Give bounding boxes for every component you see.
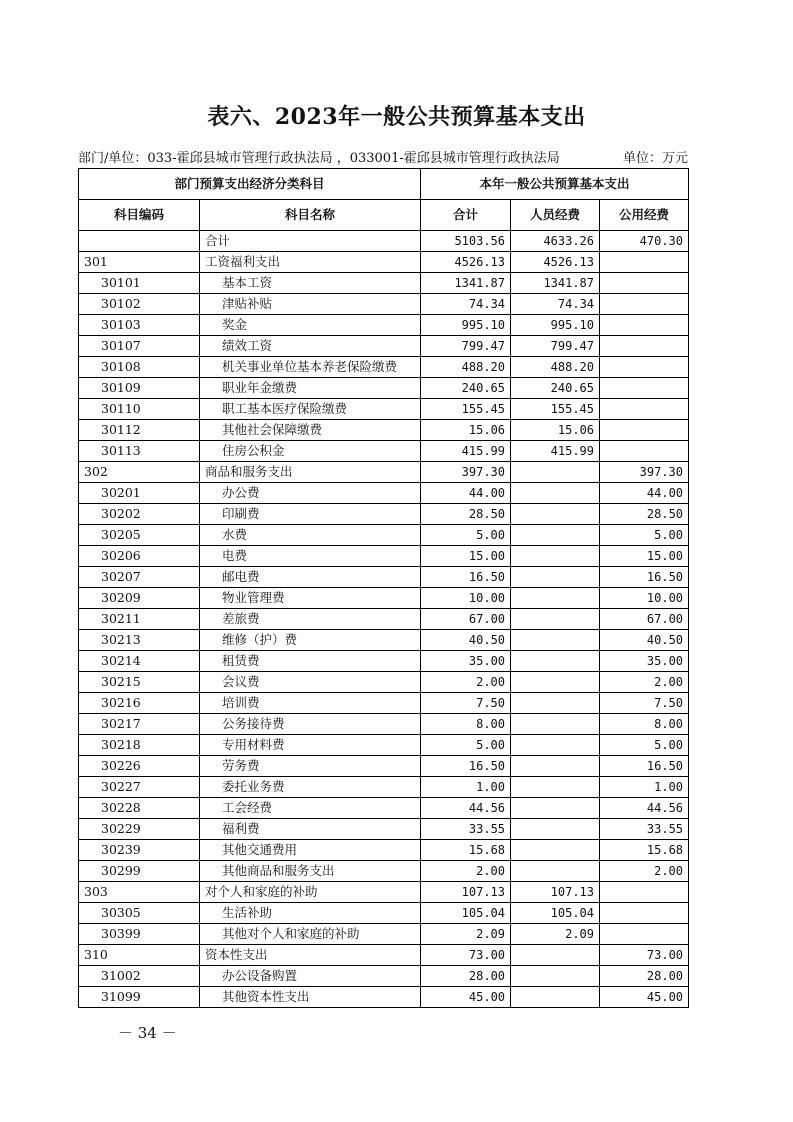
cell-name: 办公费 <box>200 483 421 504</box>
cell-code: 30229 <box>79 819 200 840</box>
cell-public <box>600 273 689 294</box>
cell-personnel <box>511 651 600 672</box>
table-row <box>79 651 689 672</box>
cell-total: 105.04 <box>421 903 511 924</box>
cell-personnel <box>511 987 600 1008</box>
cell-personnel <box>511 945 600 966</box>
table-row <box>79 504 689 525</box>
cell-personnel <box>511 525 600 546</box>
cell-total: 2.00 <box>421 672 511 693</box>
cell-code: 30239 <box>79 840 200 861</box>
cell-code: 30217 <box>79 714 200 735</box>
cell-personnel <box>511 735 600 756</box>
cell-code: 310 <box>79 945 200 966</box>
cell-total: 5.00 <box>421 735 511 756</box>
cell-total: 107.13 <box>421 882 511 903</box>
cell-code: 30226 <box>79 756 200 777</box>
table-row <box>79 294 689 315</box>
cell-name: 津贴补贴 <box>200 294 421 315</box>
cell-public <box>600 336 689 357</box>
cell-personnel: 105.04 <box>511 903 600 924</box>
cell-public: 40.50 <box>600 630 689 651</box>
cell-total: 15.00 <box>421 546 511 567</box>
cell-total: 67.00 <box>421 609 511 630</box>
cell-public <box>600 399 689 420</box>
cell-total: 45.00 <box>421 987 511 1008</box>
cell-total: 16.50 <box>421 756 511 777</box>
cell-name: 维修（护）费 <box>200 630 421 651</box>
cell-name: 劳务费 <box>200 756 421 777</box>
unit-label: 单位：万元 <box>622 151 688 166</box>
cell-name: 物业管理费 <box>200 588 421 609</box>
cell-name: 机关事业单位基本养老保险缴费 <box>200 357 421 378</box>
cell-code: 30216 <box>79 693 200 714</box>
cell-personnel: 240.65 <box>511 378 600 399</box>
cell-code: 30109 <box>79 378 200 399</box>
cell-public: 35.00 <box>600 651 689 672</box>
cell-code: 30108 <box>79 357 200 378</box>
cell-code: 30101 <box>79 273 200 294</box>
cell-name: 合计 <box>200 231 421 252</box>
cell-total: 415.99 <box>421 441 511 462</box>
cell-name: 差旅费 <box>200 609 421 630</box>
cell-code: 31099 <box>79 987 200 1008</box>
header-public: 公用经费 <box>600 200 689 231</box>
cell-name: 专用材料费 <box>200 735 421 756</box>
cell-total: 40.50 <box>421 630 511 651</box>
cell-code: 30305 <box>79 903 200 924</box>
cell-public <box>600 378 689 399</box>
header-group-row <box>79 169 689 200</box>
table-row <box>79 714 689 735</box>
cell-code: 30110 <box>79 399 200 420</box>
table-row <box>79 777 689 798</box>
cell-personnel: 4526.13 <box>511 252 600 273</box>
cell-name: 工会经费 <box>200 798 421 819</box>
table-row <box>79 630 689 651</box>
cell-personnel <box>511 504 600 525</box>
table-row <box>79 357 689 378</box>
cell-total: 73.00 <box>421 945 511 966</box>
cell-total: 28.50 <box>421 504 511 525</box>
cell-name: 生活补助 <box>200 903 421 924</box>
cell-total: 1341.87 <box>421 273 511 294</box>
cell-name: 其他社会保障缴费 <box>200 420 421 441</box>
cell-personnel: 1341.87 <box>511 273 600 294</box>
cell-total: 2.00 <box>421 861 511 882</box>
table-row <box>79 882 689 903</box>
cell-name: 职业年金缴费 <box>200 378 421 399</box>
cell-total: 488.20 <box>421 357 511 378</box>
cell-personnel <box>511 546 600 567</box>
cell-total: 33.55 <box>421 819 511 840</box>
cell-total: 4526.13 <box>421 252 511 273</box>
table-row <box>79 378 689 399</box>
cell-name: 资本性支出 <box>200 945 421 966</box>
cell-total: 1.00 <box>421 777 511 798</box>
cell-code: 30207 <box>79 567 200 588</box>
cell-public: 33.55 <box>600 819 689 840</box>
cell-public: 73.00 <box>600 945 689 966</box>
cell-personnel: 15.06 <box>511 420 600 441</box>
cell-code: 30209 <box>79 588 200 609</box>
cell-code: 30211 <box>79 609 200 630</box>
table-row <box>79 966 689 987</box>
table-row <box>79 483 689 504</box>
cell-name: 其他资本性支出 <box>200 987 421 1008</box>
cell-total: 44.00 <box>421 483 511 504</box>
table-row <box>79 987 689 1008</box>
header-code: 科目编码 <box>79 200 200 231</box>
table-row <box>79 798 689 819</box>
cell-total: 5103.56 <box>421 231 511 252</box>
cell-name: 奖金 <box>200 315 421 336</box>
cell-public <box>600 315 689 336</box>
cell-public: 2.00 <box>600 861 689 882</box>
cell-public <box>600 882 689 903</box>
cell-code: 301 <box>79 252 200 273</box>
table-row <box>79 588 689 609</box>
cell-personnel <box>511 777 600 798</box>
cell-public <box>600 252 689 273</box>
budget-table <box>78 168 689 1008</box>
cell-public: 5.00 <box>600 735 689 756</box>
table-row <box>79 420 689 441</box>
cell-public: 28.50 <box>600 504 689 525</box>
cell-code: 30214 <box>79 651 200 672</box>
header-group-classification: 部门预算支出经济分类科目 <box>79 169 421 200</box>
cell-name: 印刷费 <box>200 504 421 525</box>
cell-code: 30399 <box>79 924 200 945</box>
table-row <box>79 525 689 546</box>
cell-public: 44.56 <box>600 798 689 819</box>
table-row <box>79 462 689 483</box>
cell-personnel: 74.34 <box>511 294 600 315</box>
cell-personnel <box>511 840 600 861</box>
cell-total: 74.34 <box>421 294 511 315</box>
cell-public <box>600 357 689 378</box>
cell-personnel: 415.99 <box>511 441 600 462</box>
cell-personnel: 155.45 <box>511 399 600 420</box>
cell-personnel <box>511 609 600 630</box>
cell-personnel: 799.47 <box>511 336 600 357</box>
cell-code: 30213 <box>79 630 200 651</box>
cell-personnel <box>511 756 600 777</box>
table-row <box>79 399 689 420</box>
table-row <box>79 903 689 924</box>
table-row <box>79 567 689 588</box>
header-personnel: 人员经费 <box>511 200 600 231</box>
cell-public: 1.00 <box>600 777 689 798</box>
cell-code: 30205 <box>79 525 200 546</box>
cell-personnel: 488.20 <box>511 357 600 378</box>
department-info: 部门/单位：033-霍邱县城市管理行政执法局 ，033001-霍邱县城市管理行政执法局 <box>78 151 560 166</box>
cell-public: 45.00 <box>600 987 689 1008</box>
cell-name: 绩效工资 <box>200 336 421 357</box>
cell-total: 240.65 <box>421 378 511 399</box>
cell-personnel <box>511 693 600 714</box>
cell-name: 职工基本医疗保险缴费 <box>200 399 421 420</box>
department-line <box>78 147 688 166</box>
cell-personnel <box>511 483 600 504</box>
table-row <box>79 441 689 462</box>
cell-name: 会议费 <box>200 672 421 693</box>
cell-code <box>79 231 200 252</box>
cell-name: 商品和服务支出 <box>200 462 421 483</box>
header-group-expenditure: 本年一般公共预算基本支出 <box>421 169 689 200</box>
table-row <box>79 693 689 714</box>
cell-public: 67.00 <box>600 609 689 630</box>
cell-code: 30102 <box>79 294 200 315</box>
cell-total: 2.09 <box>421 924 511 945</box>
table-row <box>79 546 689 567</box>
cell-name: 公务接待费 <box>200 714 421 735</box>
cell-personnel: 995.10 <box>511 315 600 336</box>
cell-name: 基本工资 <box>200 273 421 294</box>
table-row <box>79 819 689 840</box>
cell-total: 15.06 <box>421 420 511 441</box>
cell-code: 30113 <box>79 441 200 462</box>
cell-name: 委托业务费 <box>200 777 421 798</box>
page-title: 表六、2023年一般公共预算基本支出 <box>207 104 586 130</box>
header-total: 合计 <box>421 200 511 231</box>
table-body <box>79 231 689 1008</box>
table-row <box>79 231 689 252</box>
table-row <box>79 336 689 357</box>
cell-name: 其他对个人和家庭的补助 <box>200 924 421 945</box>
cell-public: 28.00 <box>600 966 689 987</box>
header-column-row <box>79 200 689 231</box>
cell-total: 5.00 <box>421 525 511 546</box>
cell-public: 5.00 <box>600 525 689 546</box>
cell-name: 工资福利支出 <box>200 252 421 273</box>
cell-total: 995.10 <box>421 315 511 336</box>
cell-personnel <box>511 714 600 735</box>
cell-name: 电费 <box>200 546 421 567</box>
table-row <box>79 252 689 273</box>
cell-total: 397.30 <box>421 462 511 483</box>
cell-public: 16.50 <box>600 567 689 588</box>
header-name: 科目名称 <box>200 200 421 231</box>
table-row <box>79 672 689 693</box>
table-row <box>79 756 689 777</box>
cell-personnel: 2.09 <box>511 924 600 945</box>
cell-personnel <box>511 672 600 693</box>
table-row <box>79 273 689 294</box>
cell-code: 30206 <box>79 546 200 567</box>
table-row <box>79 945 689 966</box>
cell-code: 303 <box>79 882 200 903</box>
page-number: － 34 － <box>118 1024 177 1042</box>
cell-code: 30107 <box>79 336 200 357</box>
cell-total: 155.45 <box>421 399 511 420</box>
table-row <box>79 924 689 945</box>
cell-code: 30112 <box>79 420 200 441</box>
table-row <box>79 840 689 861</box>
table-row <box>79 315 689 336</box>
cell-public: 8.00 <box>600 714 689 735</box>
cell-name: 水费 <box>200 525 421 546</box>
cell-total: 8.00 <box>421 714 511 735</box>
cell-code: 30103 <box>79 315 200 336</box>
cell-name: 福利费 <box>200 819 421 840</box>
cell-code: 30227 <box>79 777 200 798</box>
cell-public: 16.50 <box>600 756 689 777</box>
cell-personnel <box>511 630 600 651</box>
cell-public <box>600 924 689 945</box>
cell-code: 30218 <box>79 735 200 756</box>
cell-code: 30215 <box>79 672 200 693</box>
cell-public <box>600 903 689 924</box>
cell-personnel <box>511 567 600 588</box>
cell-code: 30228 <box>79 798 200 819</box>
cell-total: 15.68 <box>421 840 511 861</box>
cell-name: 住房公积金 <box>200 441 421 462</box>
cell-total: 7.50 <box>421 693 511 714</box>
cell-name: 培训费 <box>200 693 421 714</box>
cell-name: 租赁费 <box>200 651 421 672</box>
table-row <box>79 861 689 882</box>
cell-code: 31002 <box>79 966 200 987</box>
cell-personnel: 4633.26 <box>511 231 600 252</box>
cell-public: 397.30 <box>600 462 689 483</box>
cell-public <box>600 441 689 462</box>
cell-personnel: 107.13 <box>511 882 600 903</box>
cell-total: 28.00 <box>421 966 511 987</box>
cell-total: 16.50 <box>421 567 511 588</box>
cell-code: 30202 <box>79 504 200 525</box>
cell-name: 其他商品和服务支出 <box>200 861 421 882</box>
cell-name: 对个人和家庭的补助 <box>200 882 421 903</box>
cell-public: 2.00 <box>600 672 689 693</box>
cell-personnel <box>511 966 600 987</box>
cell-code: 30201 <box>79 483 200 504</box>
cell-public: 470.30 <box>600 231 689 252</box>
cell-total: 44.56 <box>421 798 511 819</box>
cell-name: 其他交通费用 <box>200 840 421 861</box>
cell-public: 10.00 <box>600 588 689 609</box>
cell-total: 10.00 <box>421 588 511 609</box>
cell-public <box>600 294 689 315</box>
cell-public <box>600 420 689 441</box>
cell-public: 15.00 <box>600 546 689 567</box>
cell-name: 办公设备购置 <box>200 966 421 987</box>
cell-public: 44.00 <box>600 483 689 504</box>
cell-personnel <box>511 588 600 609</box>
cell-total: 799.47 <box>421 336 511 357</box>
table-row <box>79 609 689 630</box>
table-row <box>79 735 689 756</box>
cell-public: 7.50 <box>600 693 689 714</box>
cell-personnel <box>511 861 600 882</box>
cell-public: 15.68 <box>600 840 689 861</box>
cell-code: 302 <box>79 462 200 483</box>
cell-personnel <box>511 819 600 840</box>
cell-name: 邮电费 <box>200 567 421 588</box>
cell-total: 35.00 <box>421 651 511 672</box>
cell-code: 30299 <box>79 861 200 882</box>
cell-personnel <box>511 462 600 483</box>
cell-personnel <box>511 798 600 819</box>
